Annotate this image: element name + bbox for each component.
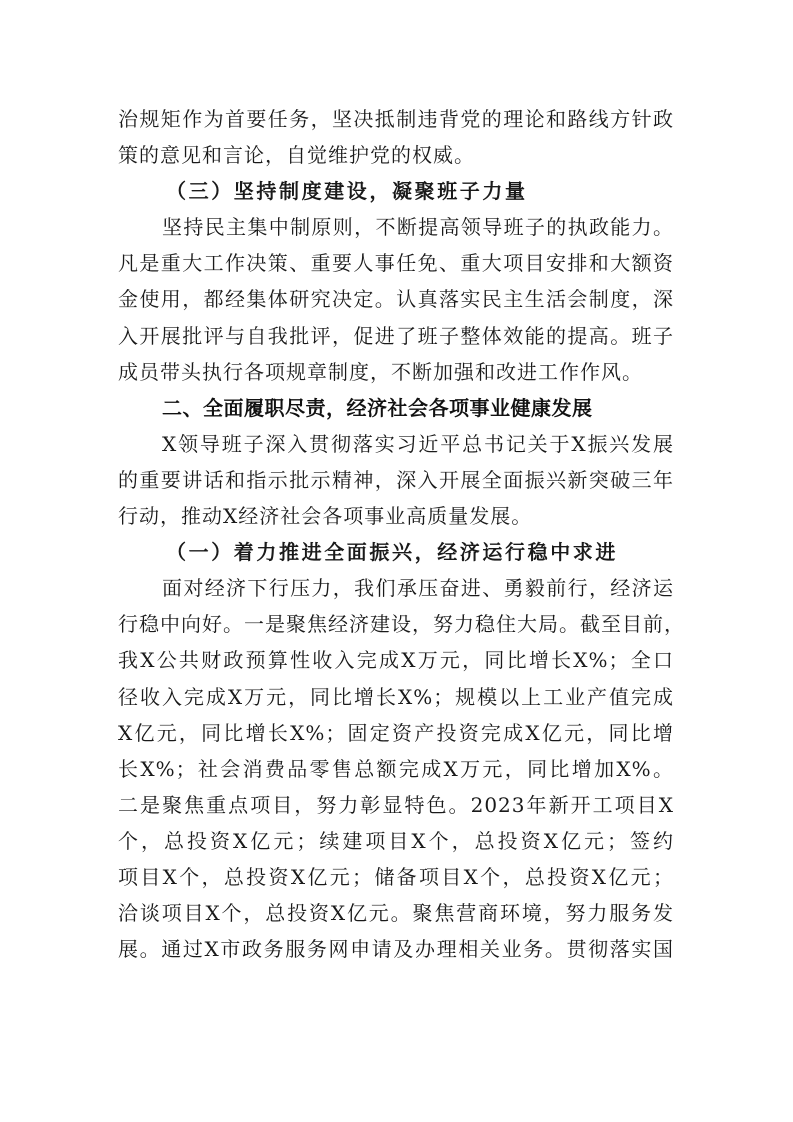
subheading-section-1: （一）着力推进全面振兴，经济运行稳中求进 [166, 540, 618, 565]
text-line: 凡是重大工作决策、重要人事任免、重大项目安排和大额资 [118, 251, 674, 276]
text-line: 的重要讲话和指示批示精神，深入开展全面振兴新突破三年 [118, 467, 674, 492]
text-line: 行稳中向好。一是聚焦经济建设，努力稳住大局。截至目前， [118, 612, 685, 637]
text-line: 我X公共财政预算性收入完成X万元，同比增长X%；全口 [118, 648, 674, 673]
text-line: 坚持民主集中制原则，不断提高领导班子的执政能力。 [162, 215, 674, 240]
text-line: 展。通过X市政务服务网申请及办理相关业务。贯彻落实国 [118, 937, 674, 962]
heading-section-2: 二、全面履职尽责，经济社会各项事业健康发展 [162, 395, 593, 420]
text-line: 个，总投资X亿元；续建项目X个，总投资X亿元；签约 [118, 828, 674, 853]
paragraph-economy [118, 570, 685, 967]
paragraph-leadership [118, 426, 674, 534]
paragraph-democratic-centralism [118, 209, 674, 389]
text-line: 策的意见和言论，自觉维护党的权威。 [118, 143, 475, 168]
document-page [118, 101, 685, 967]
text-line: 入开展批评与自我批评，促进了班子整体效能的提高。班子 [118, 323, 674, 348]
text-line: 项目X个，总投资X亿元；储备项目X个，总投资X亿元； [118, 864, 674, 889]
text-line: 面对经济下行压力，我们承压奋进、勇毅前行，经济运 [162, 576, 674, 601]
text-line: 行动，推动X经济社会各项事业高质量发展。 [118, 504, 533, 529]
text-line: X领导班子深入贯彻落实习近平总书记关于X振兴发展 [162, 431, 674, 456]
text-line: 洽谈项目X个，总投资X亿元。聚焦营商环境，努力服务发 [118, 901, 674, 926]
paragraph-continued [118, 101, 674, 173]
text-line: 治规矩作为首要任务，坚决抵制违背党的理论和路线方针政 [118, 107, 674, 131]
text-line: 成员带头执行各项规章制度，不断加强和改进工作作风。 [118, 359, 643, 384]
text-line: 径收入完成X万元，同比增长X%；规模以上工业产值完成 [118, 684, 674, 709]
text-line: 长X%；社会消费品零售总额完成X万元，同比增加X%。 [118, 756, 674, 781]
text-line: 二是聚焦重点项目，努力彰显特色。2023年新开工项目X [118, 792, 674, 817]
subheading-section-3: （三）坚持制度建设，凝聚班子力量 [166, 179, 528, 204]
text-line: X亿元，同比增长X%；固定资产投资完成X亿元，同比增 [118, 720, 674, 745]
text-line: 金使用，都经集体研究决定。认真落实民主生活会制度，深 [118, 287, 674, 312]
